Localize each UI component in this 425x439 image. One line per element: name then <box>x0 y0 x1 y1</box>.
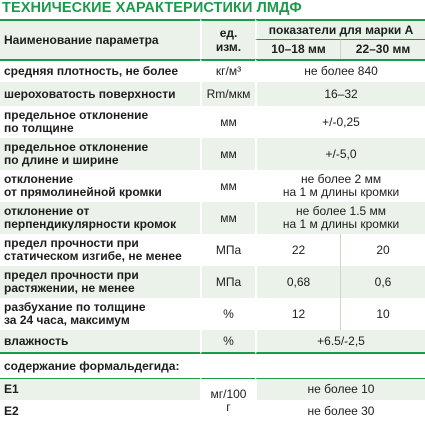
row-value-2: 20 <box>340 234 425 266</box>
row-param: предельное отклонение по толщине <box>0 106 200 138</box>
row-unit: кг/м³ <box>200 59 255 82</box>
row-value-2: 10 <box>340 298 425 330</box>
row-unit: мм <box>200 106 255 138</box>
page-title: ТЕХНИЧЕСКИЕ ХАРАКТЕРИСТИКИ ЛМДФ <box>2 0 302 16</box>
table-row <box>0 170 425 202</box>
header-col-1: 10–18 мм <box>255 39 340 59</box>
e2-value: не более 30 <box>255 400 425 422</box>
row-value: не более 2 мм на 1 м длины кромки <box>255 170 425 202</box>
row-unit: МПа <box>200 266 255 298</box>
row-unit: % <box>200 330 255 354</box>
row-unit: МПа <box>200 234 255 266</box>
row-value: не более 1.5 мм на 1 м длины кромки <box>255 202 425 234</box>
e2-label: Е2 <box>0 400 200 422</box>
row-param: средняя плотность, не более <box>0 59 200 82</box>
row-value-1: 0,68 <box>255 266 340 298</box>
table-row <box>0 234 425 266</box>
e1-value: не более 10 <box>255 378 425 400</box>
row-value: +/-5,0 <box>255 138 425 170</box>
header-param: Наименование параметра <box>0 19 200 59</box>
table-row <box>0 59 425 82</box>
row-value-1: 22 <box>255 234 340 266</box>
row-param: отклонение от прямолинейной кромки <box>0 170 200 202</box>
row-param: предел прочности при статическом изгибе, не менее <box>0 234 200 266</box>
table-row <box>0 266 425 298</box>
e1-label: Е1 <box>0 378 200 400</box>
table-header-row <box>0 19 425 39</box>
table-row <box>0 330 425 354</box>
row-unit: мм <box>200 138 255 170</box>
table-row <box>0 106 425 138</box>
row-param: предельное отклонение по длине и ширине <box>0 138 200 170</box>
row-param: отклонение от перпендикулярности кромок <box>0 202 200 234</box>
row-unit: % <box>200 298 255 330</box>
header-col-2: 22–30 мм <box>340 39 425 59</box>
spec-table <box>0 19 425 422</box>
formaldehyde-title: содержание формальдегида: <box>0 354 425 378</box>
row-unit: Rm/мкм <box>200 82 255 106</box>
row-param: разбухание по толщине за 24 часа, максимум <box>0 298 200 330</box>
row-param: предел прочности при растяжении, не менее <box>0 266 200 298</box>
header-unit-label: ед. изм. <box>215 26 242 54</box>
table-row <box>0 378 425 400</box>
formaldehyde-unit: мг/100 г <box>200 378 255 422</box>
row-value-1: 12 <box>255 298 340 330</box>
header-group: показатели для марки А <box>255 19 425 39</box>
row-unit: мм <box>200 202 255 234</box>
row-param: шероховатость поверхности <box>0 82 200 106</box>
table-row <box>0 298 425 330</box>
section-title-row <box>0 354 425 378</box>
row-unit: мм <box>200 170 255 202</box>
row-param: влажность <box>0 330 200 354</box>
table-row <box>0 202 425 234</box>
header-unit <box>200 19 255 59</box>
table-row <box>0 138 425 170</box>
row-value: +/-0,25 <box>255 106 425 138</box>
table-row <box>0 82 425 106</box>
row-value: 16–32 <box>255 82 425 106</box>
row-value: +6.5/-2,5 <box>255 330 425 354</box>
row-value: не более 840 <box>255 59 425 82</box>
row-value-2: 0,6 <box>340 266 425 298</box>
